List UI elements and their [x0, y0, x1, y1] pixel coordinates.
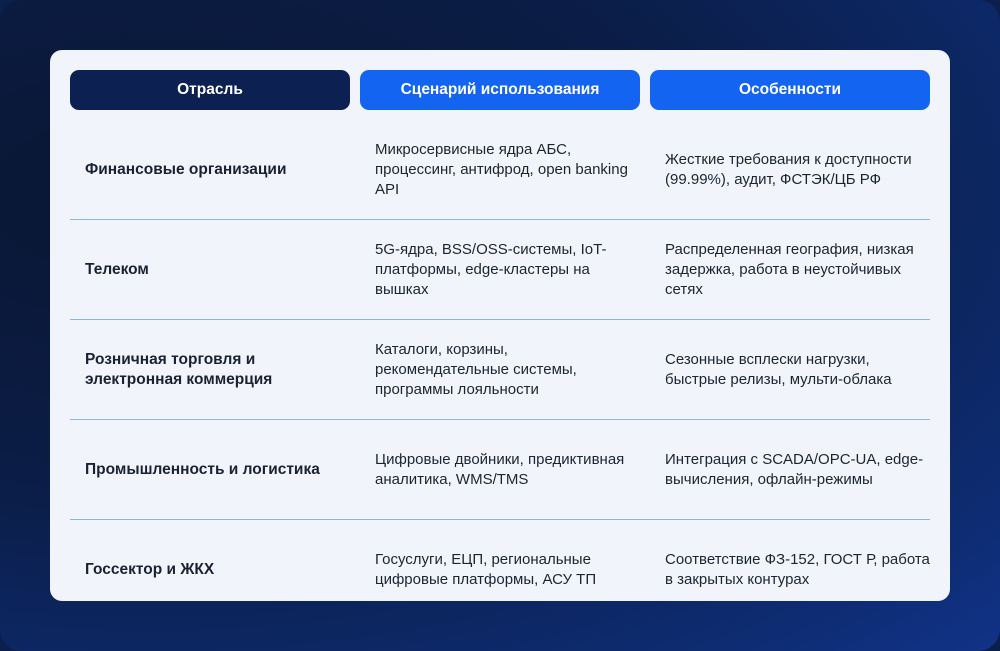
table-row: [70, 420, 930, 520]
scenario-cell: Госуслуги, ЕЦП, региональные цифровые платформы, АСУ ТП: [375, 551, 597, 588]
table-row: [70, 220, 930, 320]
industry-cell: Финансовые организации: [85, 160, 287, 178]
table-row: [70, 120, 930, 220]
table-row: [70, 320, 930, 420]
industry-cell: Госсектор и ЖКХ: [85, 561, 215, 578]
features-cell: Соответствие ФЗ-152, ГОСТ Р, работа в закрытых контурах: [665, 551, 930, 588]
features-cell: Жесткие требования к доступности (99.99%), аудит, ФСТЭК/ЦБ РФ: [665, 150, 912, 188]
table-body: [70, 120, 930, 620]
features-cell: Распределенная география, низкая задержка, работа в неустойчивых сетях: [665, 240, 914, 298]
table-header: [70, 70, 930, 110]
column-header-scenario: Сценарий использования: [360, 70, 640, 110]
features-cell: Сезонные всплески нагрузки, быстрые релизы, мульти-облака: [665, 350, 892, 388]
column-header-industry: Отрасль: [70, 70, 350, 110]
features-cell: Интеграция с SCADA/OPC-UA, edge-вычисления, офлайн-режимы: [665, 450, 924, 488]
industry-cell: Телеком: [85, 260, 149, 278]
table-card: [50, 50, 950, 601]
industry-cell: Промышленность и логистика: [85, 460, 320, 478]
table-row: [70, 520, 930, 620]
scenario-cell: Микросервисные ядра АБС, процессинг, антифрод, open banking API: [375, 140, 628, 198]
scenario-cell: Каталоги, корзины, рекомендательные системы, программы лояльности: [375, 340, 577, 398]
industry-cell: Розничная торговля и электронная коммерция: [85, 350, 273, 388]
column-header-features: Особенности: [650, 70, 930, 110]
scenario-cell: 5G-ядра, BSS/OSS-системы, IoT-платформы, edge-кластеры на вышках: [375, 240, 607, 298]
scenario-cell: Цифровые двойники, предиктивная аналитика, WMS/TMS: [375, 450, 625, 488]
